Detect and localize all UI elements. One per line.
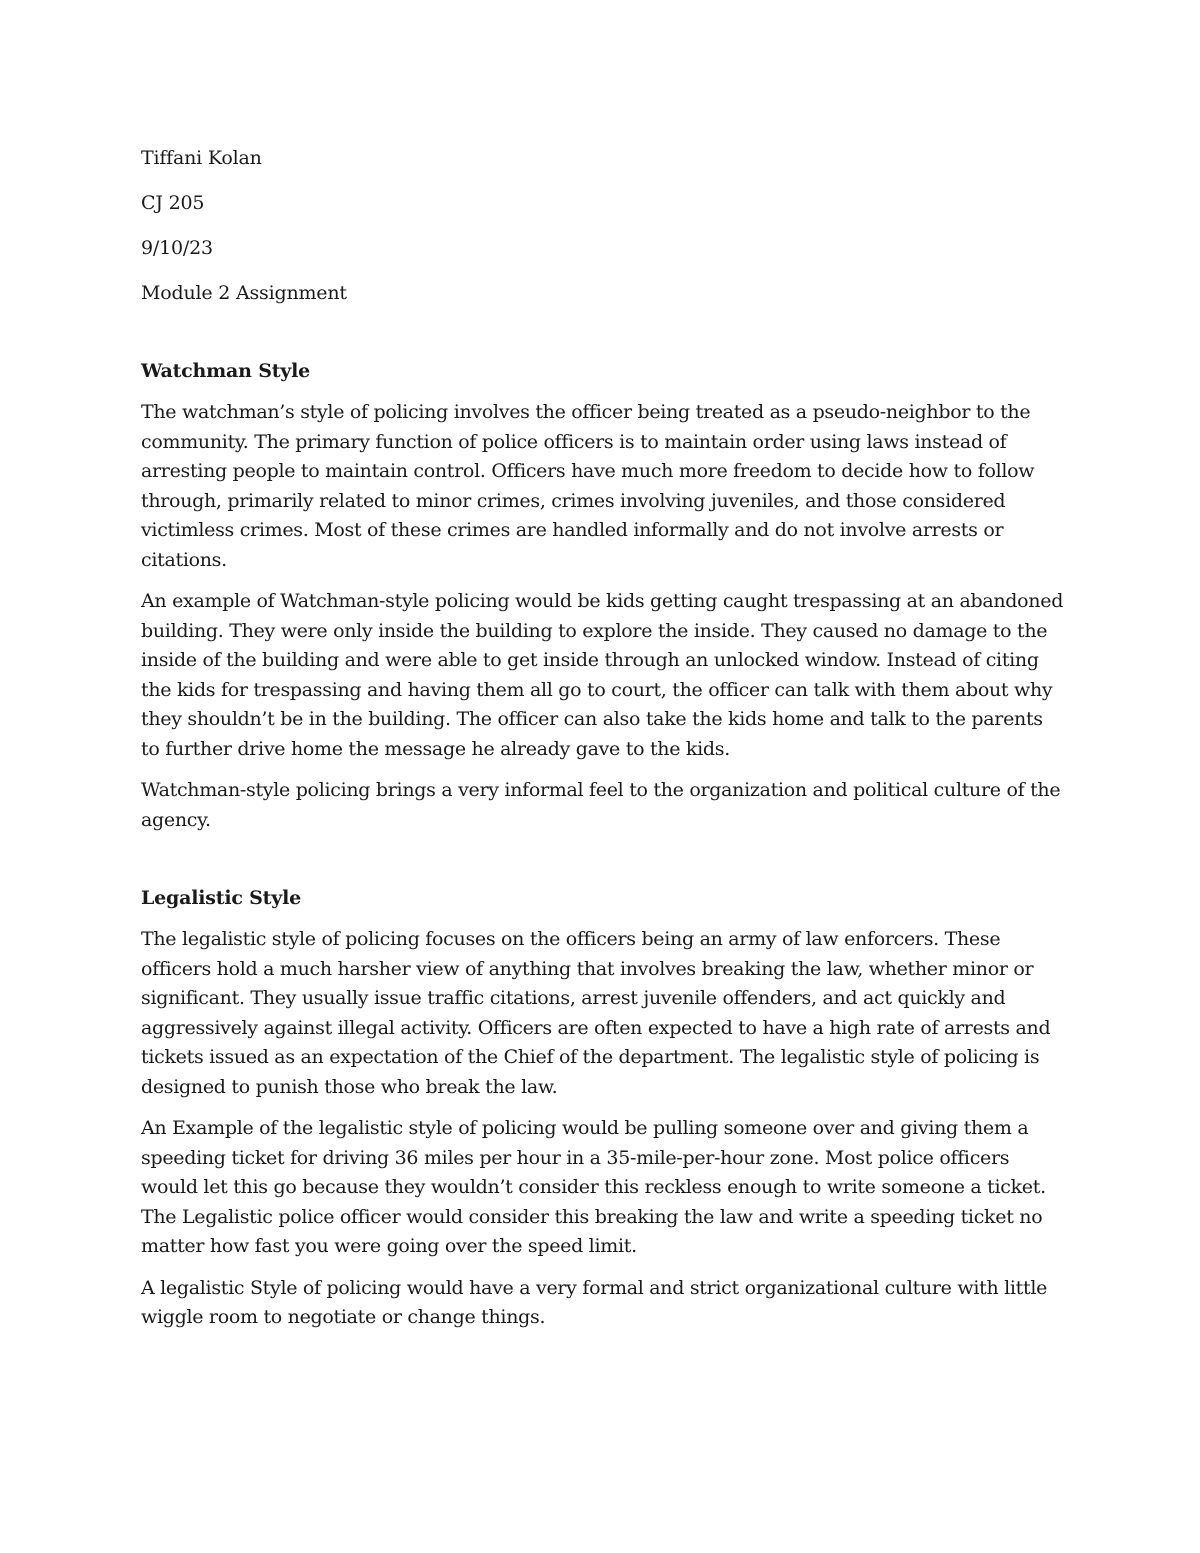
author-name: Tiffani Kolan — [141, 147, 262, 169]
watchman-paragraph-3: Watchman-style policing brings a very informal feel to the organization and political culture of the agency. — [141, 779, 1061, 831]
legalistic-paragraph-2: An Example of the legalistic style of policing would be pulling someone over and giving them a speeding ticket for driving 36 miles per hour in a 35-mile-per-hour zone. Most police officers would let this go because they wouldn’t consider this reckless enough to write someone a ticket. The Legalistic police officer would consider this breaking the law and write a speeding ticket no matter how fast you were going over the speed limit. — [141, 1117, 1046, 1257]
document-body — [141, 143, 1066, 1345]
section-heading-watchman: Watchman Style — [141, 360, 311, 382]
assignment-title: Module 2 Assignment — [141, 282, 347, 304]
course-code: CJ 205 — [141, 192, 205, 214]
legalistic-paragraph-1: The legalistic style of policing focuses on the officers being an army of law enforcers. These officers hold a much harsher view of anything that involves breaking the law, whether minor or significant. They usually issue traffic citations, arrest juvenile offenders, and act quickly and aggressively against illegal activity. Officers are often expected to have a high rate of arrests and tickets issued as an expectation of the Chief of the department. The legalistic style of policing is designed to punish those who break the law. — [141, 928, 1051, 1098]
watchman-paragraph-2: An example of Watchman-style policing would be kids getting caught trespassing at an abandoned building. They were only inside the building to explore the inside. They caused no damage to the inside of the building and were able to get inside through an unlocked window. Instead of citing the kids for trespassing and having them all go to court, the officer can talk with them about why they shouldn’t be in the building. The officer can also take the kids home and talk to the parents to further drive home the message he already gave to the kids. — [141, 590, 1064, 760]
legalistic-paragraph-3: A legalistic Style of policing would have a very formal and strict organizational culture with little wiggle room to negotiate or change things. — [141, 1276, 1048, 1328]
document-date: 9/10/23 — [141, 237, 213, 259]
watchman-paragraph-1: The watchman’s style of policing involves the officer being treated as a pseudo-neighbor to the community. The primary function of police officers is to maintain order using laws instead of arresting people to maintain control. Officers have much more freedom to decide how to follow through, primarily related to minor crimes, crimes involving juveniles, and those considered victimless crimes. Most of these crimes are handled informally and do not involve arrests or citations. — [141, 401, 1035, 571]
section-heading-legalistic: Legalistic Style — [141, 887, 301, 909]
